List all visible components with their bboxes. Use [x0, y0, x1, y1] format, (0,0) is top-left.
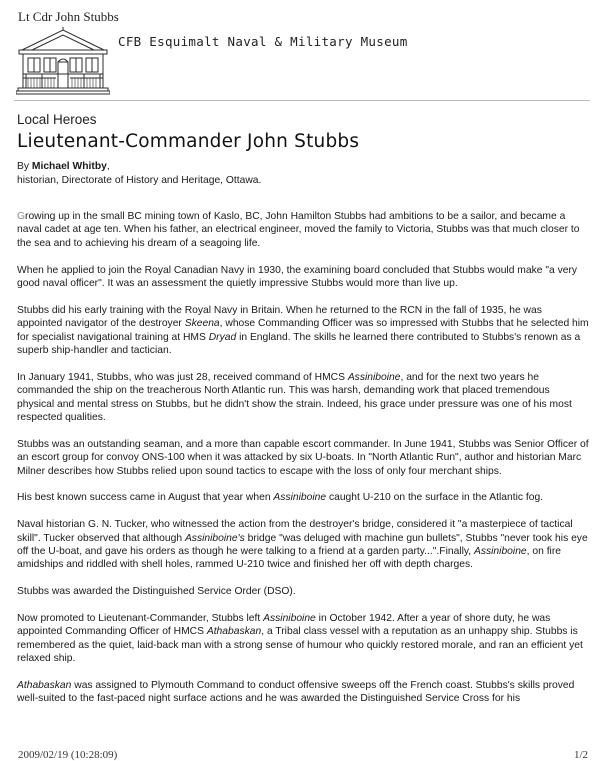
author-suffix: , — [106, 161, 110, 172]
byline-prefix: By — [17, 161, 32, 172]
museum-building-icon — [16, 26, 110, 96]
ship-name: Assiniboine — [347, 371, 401, 383]
paragraph-text: , on fire amidships and riddled with shell holes, rammed U-210 twice and finished her off with depth charges. — [17, 546, 561, 571]
paragraph-4 — [17, 371, 589, 425]
footer-timestamp: 2009/02/19 (10:28:09) — [18, 749, 118, 761]
header-divider — [14, 100, 590, 101]
paragraph-text: In January 1941, Stubbs, who was just 28, received command of HMCS — [17, 371, 348, 383]
author-name: Michael Whitby — [31, 161, 107, 172]
page-title: Lieutenant-Commander John Stubbs — [17, 131, 360, 152]
paragraph-text: was assigned to Plymouth Command to conduct offensive sweeps off the French coast. Stubbs's skills proved well-suited to the fast-paced night surface actions and he was awarded the Distinguished Service Cross for his — [17, 680, 575, 705]
page-header-label: Lt Cdr John Stubbs — [18, 9, 119, 24]
ship-name: Athabaskan — [17, 680, 72, 692]
paragraph-text: bridge "was deluged with machine gun bullets", Stubbs "never took his eye off the U-boat, and gave his orders as though he were talking to a friend at a garden party...".Finally, — [17, 532, 588, 558]
author-role: historian, Directorate of History and Heritage, Ottawa. — [17, 175, 262, 186]
paragraph-text: in October 1942. After a year of shore duty, he was appointed Commanding Officer of HMCS — [17, 613, 551, 638]
paragraph-text: , whose Commanding Officer was so impressed with Stubbs that he selected him for specialist navigational training at HMS — [17, 318, 589, 343]
drop-cap: G — [17, 211, 26, 222]
paragraph-8: Stubbs was awarded the Distinguished Service Order (DSO). — [17, 586, 296, 598]
ship-name: Assiniboine — [263, 613, 316, 625]
paragraph-text: caught U-210 on the surface in the Atlantic fog. — [326, 492, 544, 504]
museum-name: CFB Esquimalt Naval & Military Museum — [118, 34, 408, 49]
paragraph-text: in England. The skills he learned there contributed to Stubbs's renown as a superb ship-handler and tactician. — [17, 331, 581, 357]
section-label: Local Heroes — [17, 112, 97, 127]
paragraph-text: Naval historian G. N. Tucker, who witnessed the action from the destroyer's bridge, considered it "a masterpiece of tactical skill". Tucker observed that although — [17, 519, 573, 544]
paragraph-text: , and for the next two years he commanded the ship on the treacherous North Atlantic run. This was harsh, demanding work that placed tremendous physical and mental stress on Stubbs, but he didn't show the strain. Indeed, his grace under pressure was one of his most respected qualities. — [17, 371, 572, 424]
footer-page-number: 1/2 — [573, 749, 588, 761]
paragraph-5: Stubbs was an outstanding seaman, and a more than capable escort commander. In June 1941, Stubbs was Senior Officer of an escort group for convoy ONS-100 when it was attacked by six U-boats. In "North Atlantic Run", author and historian Marc Milner describes how Stubbs relied upon sound tactics to escape with the loss of only four merchant ships. — [17, 438, 589, 477]
paragraph-7 — [17, 518, 589, 572]
paragraph-1 — [17, 210, 589, 250]
ship-name: Dryad — [208, 331, 237, 343]
paragraph-text: rowing up in the small BC mining town of Kaslo, BC, John Hamilton Stubbs had ambitions to be a sailor, and became a naval cadet at age ten. When his father, an electrical engineer, moved the family to Victoria, Stubbs was that much closer to the sea and to achieving his dream of a seagoing life. — [17, 211, 580, 249]
paragraph-text: , a Tribal class vessel with a reputation as an unhappy ship. Stubbs is remembered as the quiet, laid-back man with a strong sense of humour who quickly restored morale, and ran an efficient yet relaxed ship. — [17, 626, 583, 665]
ship-name: Assiniboine — [273, 492, 327, 504]
paragraph-6 — [17, 491, 589, 504]
paragraph-text: Now promoted to Lieutenant-Commander, Stubbs left — [17, 613, 264, 625]
paragraph-10 — [17, 679, 589, 706]
ship-name: Assiniboine's — [184, 532, 245, 544]
paragraph-9 — [17, 612, 589, 666]
byline — [17, 160, 261, 188]
paragraph-3 — [17, 304, 589, 358]
ship-name: Athabaskan — [206, 626, 262, 638]
ship-name: Assiniboine — [473, 546, 527, 558]
paragraph-text: Stubbs did his early training with the Royal Navy in Britain. When he returned to the RCN in the fall of 1935, he was appointed navigator of the destroyer — [17, 304, 542, 330]
paragraph-text: His best known success came in August that year when — [17, 492, 274, 504]
paragraph-2: When he applied to join the Royal Canadian Navy in 1930, the examining board concluded that Stubbs would make "a very good naval officer". It was an assessment the quietly impressive Stubbs would more than live up. — [17, 264, 578, 290]
article-body — [17, 210, 589, 719]
ship-name: Skeena — [184, 318, 220, 330]
